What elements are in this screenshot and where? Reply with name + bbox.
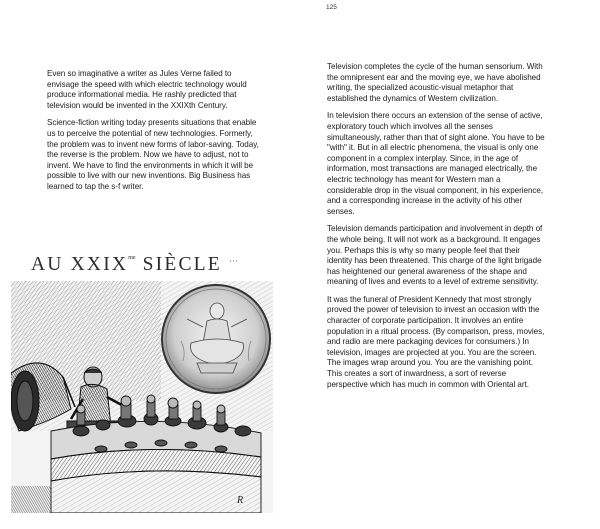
caption-superscript: me [128, 255, 136, 261]
engraving-illustration [11, 281, 273, 513]
right-paragraph-4: It was the funeral of President Kennedy that most strongly proved the power of television to invest an occasion with the character of corporate participation. It involves an entire population in a ritual process. (By comparison, press, movies, and radio are mere packaging devices for consumers.) In television, images are projected at you. You are the screen. The images wrap around you. You are the vanishing point. This creates a sort of inwardness, a sort of reverse perspective which has much in common with Oriental art. [327, 294, 545, 389]
artist-signature: R [237, 495, 244, 506]
left-text-column [47, 69, 265, 200]
right-text-column [327, 62, 545, 397]
right-paragraph-2: In television there occurs an extension of the sense of active, exploratory touch which involves all the senses simultaneously, rather than that of sight alone. You have to be "with" it. But in all electric phenomena, the visual is only one component in a complex interplay. Since, in the age of information, most transactions are managed electrically, the electric technology has meant for Western man a considerable drop in the visual component, in his experience, and a corresponding increase in the activity of his other senses. [327, 111, 545, 216]
page-number: 125 [326, 4, 337, 11]
left-paragraph-2: Science-fiction writing today presents situations that enable us to perceive the potential of new technologies. Formerly, the problem was to invent new forms of labor-saving. Today, the reverse is the problem. Now we have to adjust, not to invent. We have to find the environments in which it will be possible to live with our new inventions. Big Business has learned to tap the s-f writer. [47, 118, 259, 191]
caption-mark: ··· [228, 256, 238, 266]
right-paragraph-1: Television completes the cycle of the human sensorium. With the omnipresent ear and the moving eye, we have abolished writing, the specialized acoustic-visual metaphor that established the dynamics of Western civilization. [327, 62, 543, 103]
caption-end: SIÈCLE [142, 254, 222, 275]
engraving-drawing [11, 281, 273, 513]
plate-caption [31, 254, 238, 276]
left-paragraph-1: Even so imaginative a writer as Jules Verne failed to envisage the speed with which electric technology would produce informational media. He rashly predicted that television would be invented in the XXIXth Century. [47, 69, 247, 110]
right-paragraph-3: Television demands participation and involvement in depth of the whole being. It will not work as a background. It engages you. Perhaps this is why so many people feel that their identity has been threatened. This charge of the light brigade has heightened our general awareness of the shape and meaning of lives and events to a level of extreme sensitivity. [327, 224, 543, 287]
caption-main: AU XXIX [31, 254, 129, 275]
